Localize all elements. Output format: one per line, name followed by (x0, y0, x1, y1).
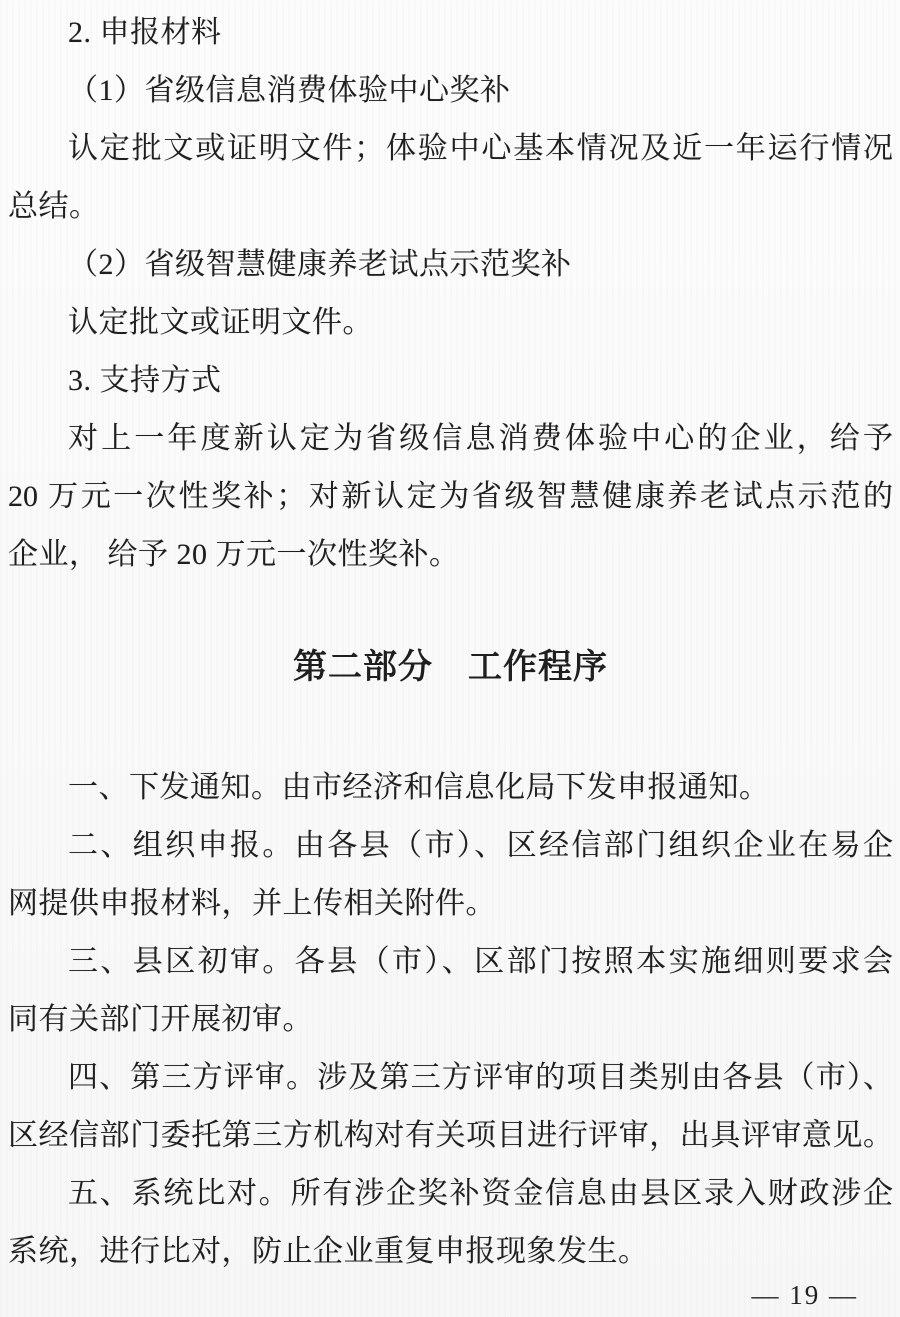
document-line: 对上一年度新认定为省级信息消费体验中心的企业，给予 (68, 422, 893, 455)
document-line: 一、下发通知。由市经济和信息化局下发申报通知。 (68, 771, 770, 804)
document-line: 五、系统比对。所有涉企奖补资金信息由县区录入财政涉企 (68, 1177, 893, 1210)
document-line: 3. 支持方式 (68, 364, 222, 397)
document-line: 认定批文或证明文件。 (68, 306, 373, 339)
document-line: （2）省级智慧健康养老试点示范奖补 (68, 248, 572, 281)
document-line: 企业， 给予 20 万元一次性奖补。 (8, 538, 460, 571)
document-line: 总结。 (8, 190, 100, 223)
document-line: （1）省级信息消费体验中心奖补 (68, 74, 511, 107)
page-number: — 19 — (751, 1280, 858, 1310)
section-work-procedure (8, 759, 893, 1281)
section-application-materials (8, 4, 893, 584)
document-line: 2. 申报材料 (68, 16, 222, 49)
document-line: 认定批文或证明文件；体验中心基本情况及近一年运行情况 (68, 132, 893, 165)
document-line: 区经信部门委托第三方机构对有关项目进行评审，出具评审意见。 (8, 1119, 893, 1152)
document-line: 20 万元一次性奖补；对新认定为省级智慧健康养老试点示范的 (8, 480, 893, 513)
section-heading: 第二部分 工作程序 (293, 648, 608, 686)
document-line: 四、第三方评审。涉及第三方评审的项目类别由各县（市）、 (68, 1061, 893, 1094)
document-line: 网提供申报材料，并上传相关附件。 (8, 887, 496, 920)
document-line: 三、县区初审。各县（市）、区部门按照本实施细则要求会 (68, 945, 893, 978)
document-line: 二、组织申报。由各县（市）、区经信部门组织企业在易企 (68, 829, 893, 862)
document-line: 系统，进行比对，防止企业重复申报现象发生。 (8, 1235, 649, 1268)
document-line: 同有关部门开展初审。 (8, 1003, 313, 1036)
